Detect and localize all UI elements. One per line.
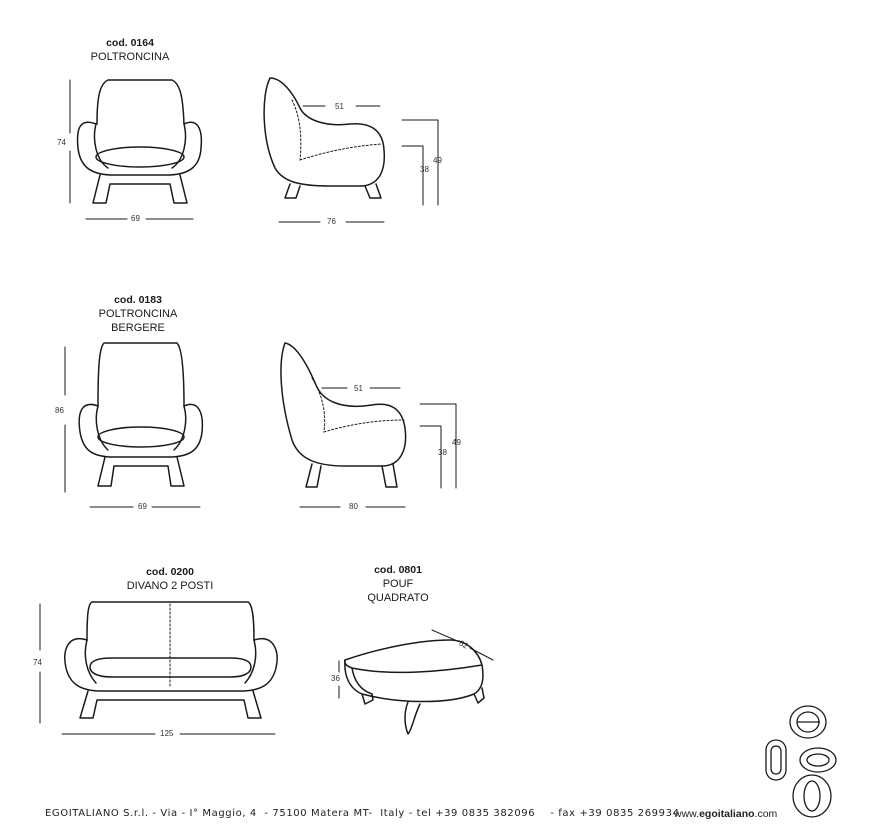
dim-height: 74 <box>33 658 42 667</box>
dim-arm-height: 49 <box>452 438 461 447</box>
dim-seat-height: 38 <box>420 165 429 174</box>
dim-height: 74 <box>57 138 66 147</box>
dim-depth: 76 <box>327 217 336 226</box>
dim-width: 69 <box>138 502 147 511</box>
product-name: POUF <box>382 578 414 590</box>
product-code: cod. 0200 <box>146 566 194 578</box>
product-name-line2: BERGERE <box>111 322 165 334</box>
dim-depth-top: 51 <box>354 384 363 393</box>
product-name: DIVANO 2 POSTI <box>126 580 214 592</box>
dim-depth: 80 <box>349 502 358 511</box>
website-link[interactable] <box>674 808 777 820</box>
dim-depth: 62 <box>457 638 470 651</box>
website-prefix: www. <box>674 808 700 820</box>
dim-height: 36 <box>331 674 340 683</box>
dim-arm-height: 49 <box>433 156 442 165</box>
dim-width: 69 <box>131 214 140 223</box>
dim-seat-height: 38 <box>438 448 447 457</box>
company-address: EGOITALIANO S.r.l. - Via - I° Maggio, 4 - 75100 Matera MT- Italy - tel +39 0835 382096 - fax +39 0835 269934 <box>45 808 680 819</box>
logo-letter-g <box>766 740 786 780</box>
product-code: cod. 0801 <box>374 564 422 576</box>
product-name-line2: QUADRATO <box>367 592 429 604</box>
product-code: cod. 0164 <box>106 37 154 49</box>
logo-letter-o-small <box>800 748 836 772</box>
product-code: cod. 0183 <box>114 294 162 306</box>
product-name: POLTRONCINA <box>98 308 178 320</box>
dim-height: 86 <box>55 406 64 415</box>
logo-letter-o-large <box>793 775 831 817</box>
website-brand: egoitaliano <box>699 808 755 820</box>
product-name: POLTRONCINA <box>90 51 170 63</box>
dim-depth-top: 51 <box>335 102 344 111</box>
logo-letter-e <box>790 706 826 738</box>
dim-width: 125 <box>160 729 174 738</box>
website-suffix: .com <box>754 808 778 820</box>
